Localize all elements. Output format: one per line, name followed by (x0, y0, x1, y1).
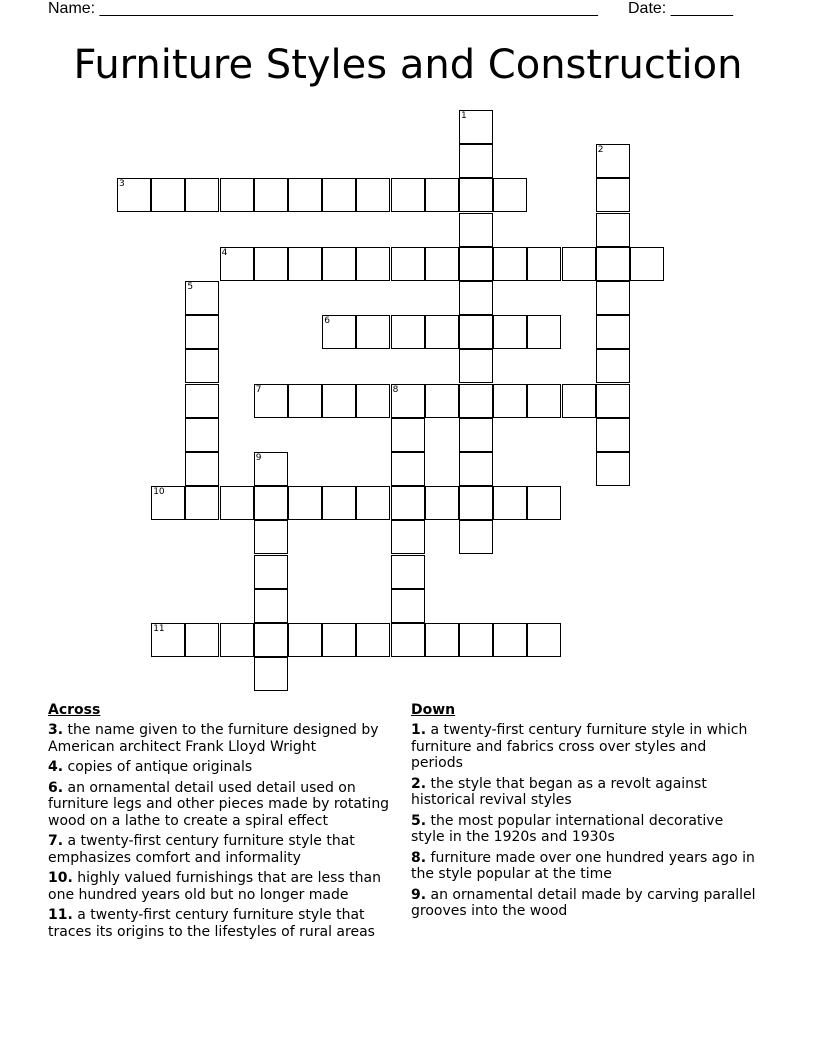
crossword-cell[interactable] (425, 384, 459, 418)
cell-number: 11 (153, 624, 165, 634)
crossword-cell[interactable] (459, 247, 493, 281)
crossword-cell[interactable] (596, 247, 630, 281)
clue-down-5: 5. the most popular international decorative style in the 1920s and 1930s (411, 812, 724, 845)
crossword-cell[interactable] (493, 247, 527, 281)
crossword-cell[interactable] (288, 486, 322, 520)
crossword-cell[interactable] (391, 452, 425, 486)
cell-number: 8 (392, 384, 399, 395)
crossword-cell[interactable] (391, 623, 425, 657)
crossword-cell[interactable] (254, 555, 288, 589)
crossword-cell[interactable] (527, 247, 561, 281)
crossword-cell[interactable] (527, 623, 561, 657)
crossword-cell[interactable] (185, 315, 219, 349)
crossword-cell[interactable] (493, 486, 527, 520)
crossword-cell[interactable] (288, 178, 322, 212)
crossword-cell[interactable] (459, 384, 493, 418)
crossword-cell[interactable] (322, 384, 356, 418)
crossword-cell[interactable] (596, 178, 630, 212)
crossword-cell[interactable] (459, 623, 493, 657)
crossword-cell[interactable] (459, 452, 493, 486)
crossword-cell[interactable] (322, 486, 356, 520)
crossword-cell[interactable] (185, 623, 219, 657)
crossword-cell[interactable] (459, 281, 493, 315)
clue-across-11: 11. a twenty-first century furniture style that traces its origins to the lifestyles of rural areas (48, 907, 375, 940)
crossword-cell[interactable] (493, 623, 527, 657)
crossword-cell[interactable] (493, 315, 527, 349)
crossword-cell[interactable] (220, 178, 254, 212)
crossword-cell[interactable] (425, 623, 459, 657)
crossword-cell[interactable] (322, 178, 356, 212)
crossword-cell[interactable] (151, 486, 185, 520)
crossword-cell[interactable] (151, 623, 185, 657)
clue-across-6: 6. an ornamental detail used detail used on furniture legs and other pieces made by rotating wood on a lathe to create a spiral effect (48, 779, 390, 829)
crossword-cell[interactable] (425, 178, 459, 212)
crossword-cell[interactable] (356, 247, 390, 281)
crossword-cell[interactable] (356, 178, 390, 212)
down-clues (411, 702, 761, 924)
crossword-cell[interactable] (254, 657, 288, 691)
crossword-cell[interactable] (322, 247, 356, 281)
crossword-cell[interactable] (254, 452, 288, 486)
crossword-cell[interactable] (527, 315, 561, 349)
down-heading: Down (411, 702, 456, 718)
cell-number: 3 (119, 179, 125, 190)
crossword-cell[interactable] (391, 178, 425, 212)
crossword-cell[interactable] (254, 589, 288, 623)
crossword-cell[interactable] (322, 623, 356, 657)
crossword-cell[interactable] (459, 418, 493, 452)
crossword-cell[interactable] (288, 247, 322, 281)
crossword-cell[interactable] (356, 384, 390, 418)
crossword-cell[interactable] (185, 349, 219, 383)
crossword-cell[interactable] (356, 486, 390, 520)
crossword-cell[interactable] (562, 384, 596, 418)
crossword-cell[interactable] (117, 178, 151, 212)
crossword-cell[interactable] (459, 520, 493, 554)
crossword-cell[interactable] (220, 623, 254, 657)
crossword-cell[interactable] (596, 384, 630, 418)
cell-number: 10 (153, 487, 165, 498)
crossword-cell[interactable] (185, 178, 219, 212)
crossword-cell[interactable] (596, 452, 630, 486)
clue-down-9: 9. an ornamental detail made by carving parallel grooves into the wood (411, 886, 756, 919)
crossword-cell[interactable] (254, 247, 288, 281)
crossword-cell[interactable] (391, 384, 425, 418)
crossword-cell[interactable] (527, 384, 561, 418)
crossword-cell[interactable] (185, 418, 219, 452)
crossword-cell[interactable] (391, 315, 425, 349)
crossword-cell[interactable] (493, 178, 527, 212)
crossword-cell[interactable] (391, 555, 425, 589)
crossword-cell[interactable] (459, 349, 493, 383)
crossword-cell[interactable] (596, 315, 630, 349)
crossword-cell[interactable] (391, 486, 425, 520)
clue-down-2: 2. the style that began as a revolt against historical revival styles (411, 775, 707, 808)
crossword-cell[interactable] (630, 247, 664, 281)
crossword-cell[interactable] (391, 520, 425, 554)
cell-number: 2 (597, 145, 604, 156)
crossword-cell[interactable] (254, 520, 288, 554)
crossword-cell[interactable] (254, 178, 288, 212)
crossword-cell[interactable] (322, 315, 356, 349)
cell-number: 6 (324, 316, 330, 327)
crossword-cell[interactable] (425, 486, 459, 520)
crossword-cell[interactable] (356, 623, 390, 657)
crossword-cell[interactable] (596, 144, 630, 178)
cell-number: 7 (255, 384, 262, 395)
across-heading: Across (48, 702, 101, 718)
crossword-cell[interactable] (459, 178, 493, 212)
cell-number: 4 (221, 247, 228, 258)
page-title: Furniture Styles and Construction (73, 42, 743, 88)
crossword-cell[interactable] (596, 349, 630, 383)
crossword-cell[interactable] (185, 281, 219, 315)
crossword-cell[interactable] (288, 623, 322, 657)
cell-number: 9 (255, 453, 262, 463)
crossword-cell[interactable] (151, 178, 185, 212)
cell-number: 1 (461, 111, 467, 121)
clue-down-8: 8. furniture made over one hundred years ago in the style popular at the time (411, 849, 755, 882)
clue-across-4: 4. copies of antique originals (48, 759, 253, 775)
crossword-cell[interactable] (391, 418, 425, 452)
crossword-cell[interactable] (459, 110, 493, 144)
crossword-cell[interactable] (391, 247, 425, 281)
cell-number: 5 (187, 282, 194, 292)
crossword-cell[interactable] (596, 418, 630, 452)
crossword-cell[interactable] (254, 486, 288, 520)
clue-across-7: 7. a twenty-first century furniture style that emphasizes comfort and informality (48, 833, 355, 866)
crossword-cell[interactable] (562, 247, 596, 281)
crossword-cell[interactable] (596, 281, 630, 315)
crossword-cell[interactable] (220, 486, 254, 520)
crossword-cell[interactable] (459, 213, 493, 247)
crossword-cell[interactable] (288, 384, 322, 418)
crossword-cell[interactable] (356, 315, 390, 349)
crossword-cell[interactable] (459, 486, 493, 520)
crossword-cell[interactable] (459, 144, 493, 178)
crossword-cell[interactable] (596, 213, 630, 247)
crossword-cell[interactable] (185, 452, 219, 486)
crossword-cell[interactable] (254, 384, 288, 418)
crossword-cell[interactable] (391, 589, 425, 623)
crossword-cell[interactable] (185, 486, 219, 520)
date-line[interactable]: Date: _______ (628, 0, 733, 17)
clue-across-3: 3. the name given to the furniture designed by American architect Frank Lloyd Wright (48, 722, 379, 755)
crossword-cell[interactable] (459, 315, 493, 349)
clue-across-10: 10. highly valued furnishings that are less than one hundred years old but no longer made (48, 870, 381, 903)
crossword-cell[interactable] (493, 384, 527, 418)
across-clues (48, 702, 408, 944)
clue-down-1: 1. a twenty-first century furniture style in which furniture and fabrics cross over styles and periods (411, 722, 748, 771)
crossword-cell[interactable] (425, 315, 459, 349)
crossword-cell[interactable] (425, 247, 459, 281)
crossword-cell[interactable] (254, 623, 288, 657)
crossword-cell[interactable] (220, 247, 254, 281)
name-line[interactable]: Name: ________________________________________________________ (48, 0, 598, 17)
crossword-cell[interactable] (185, 384, 219, 418)
crossword-cell[interactable] (527, 486, 561, 520)
